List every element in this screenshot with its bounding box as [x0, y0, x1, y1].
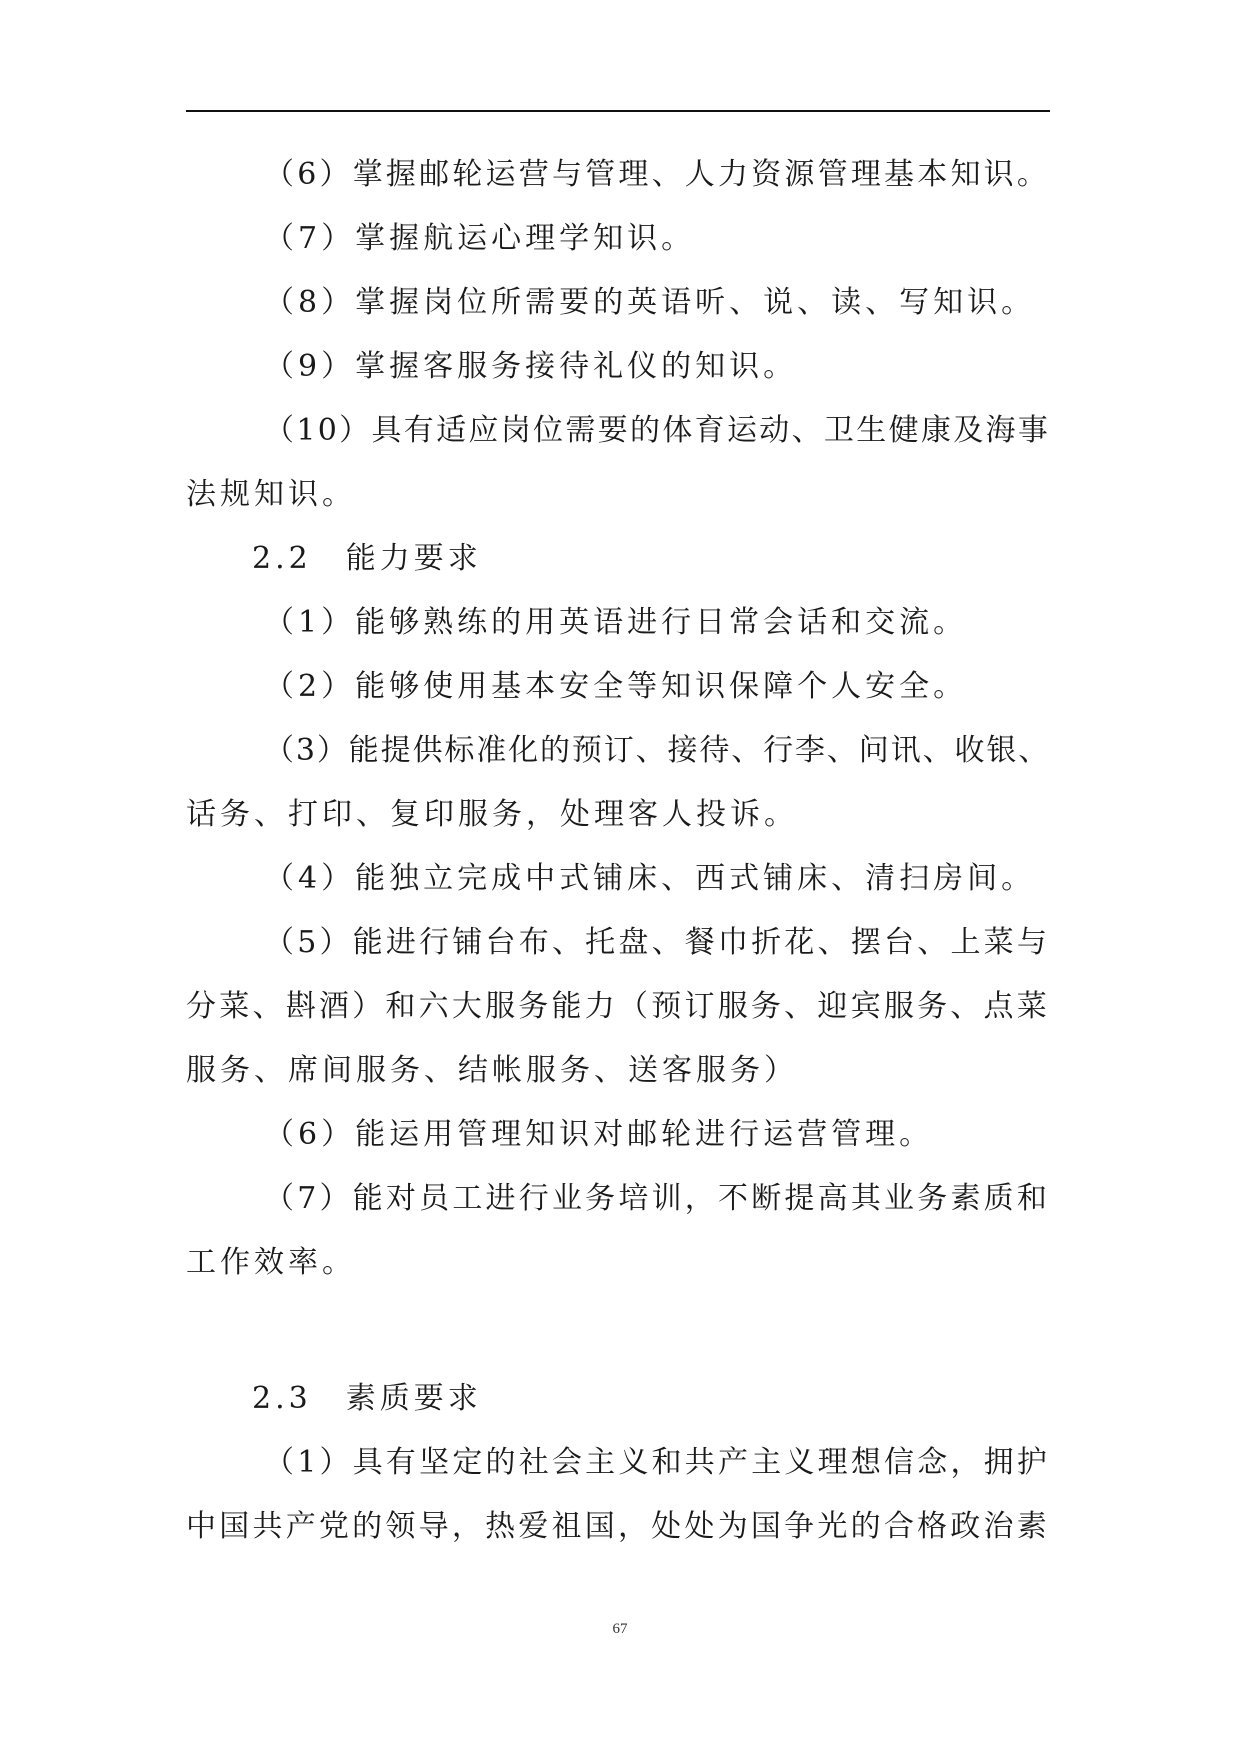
ability-item-2: （2）能够使用基本安全等知识保障个人安全。 [264, 669, 968, 704]
quality-item-1: （1）具有坚定的社会主义和共产主义理想信念，拥护 [264, 1445, 1051, 1480]
ability-item-5-continued: 分菜、斟酒）和六大服务能力（预订服务、迎宾服务、点菜 [186, 989, 1050, 1024]
knowledge-item-9: （9）掌握客服务接待礼仪的知识。 [264, 349, 798, 384]
ability-item-1: （1）能够熟练的用英语进行日常会话和交流。 [264, 605, 968, 640]
knowledge-item-8: （8）掌握岗位所需要的英语听、说、读、写知识。 [264, 285, 1036, 320]
page-number: 67 [612, 1621, 628, 1637]
ability-item-6: （6）能运用管理知识对邮轮进行运营管理。 [264, 1117, 934, 1152]
ability-item-7-continued: 工作效率。 [186, 1245, 356, 1280]
knowledge-item-6: （6）掌握邮轮运营与管理、人力资源管理基本知识。 [264, 157, 1051, 192]
quality-item-1-continued: 中国共产党的领导，热爱祖国，处处为国争光的合格政治素 [186, 1509, 1050, 1544]
knowledge-item-7: （7）掌握航运心理学知识。 [264, 221, 696, 256]
header-rule [186, 110, 1050, 112]
ability-item-3-continued: 话务、打印、复印服务，处理客人投诉。 [186, 797, 798, 832]
ability-item-4: （4）能独立完成中式铺床、西式铺床、清扫房间。 [264, 861, 1036, 896]
knowledge-item-10: （10）具有适应岗位需要的体育运动、卫生健康及海事 [264, 413, 1051, 448]
ability-item-5-continued-2: 服务、席间服务、结帐服务、送客服务） [186, 1053, 798, 1088]
ability-item-3: （3）能提供标准化的预订、接待、行李、问讯、收银、 [264, 733, 1051, 768]
section-heading-2-3: 2.3 素质要求 [252, 1381, 482, 1416]
ability-item-7: （7）能对员工进行业务培训，不断提高其业务素质和 [264, 1181, 1051, 1216]
section-heading-2-2: 2.2 能力要求 [252, 541, 482, 576]
knowledge-item-10-continued: 法规知识。 [186, 477, 356, 512]
ability-item-5: （5）能进行铺台布、托盘、餐巾折花、摆台、上菜与 [264, 925, 1051, 960]
